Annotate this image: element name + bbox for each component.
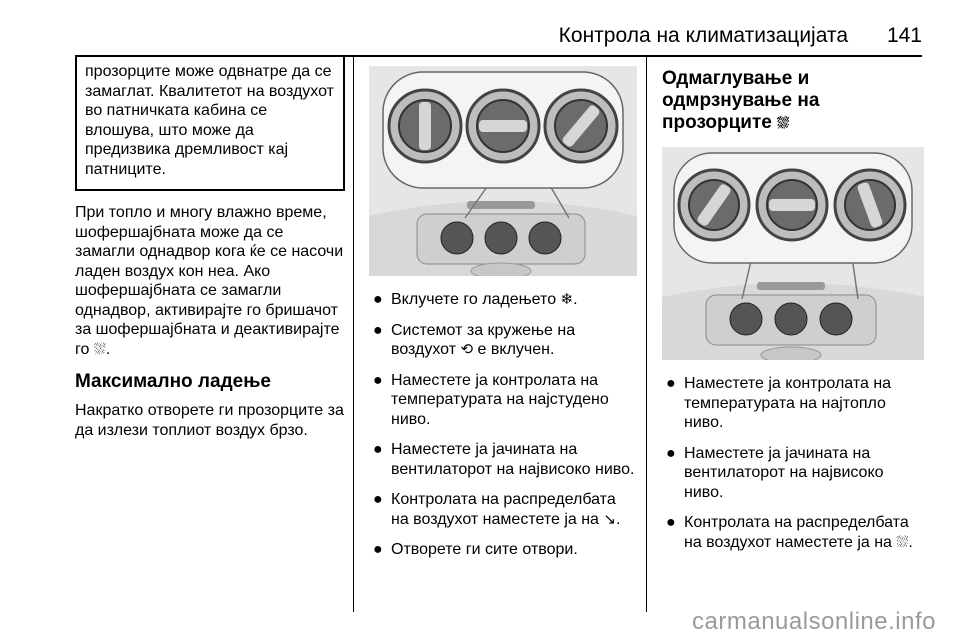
climate-control-panel-figure-defog bbox=[662, 147, 924, 360]
climate-panel-illustration-defog bbox=[662, 147, 924, 360]
page-title: Контрола на климатизацијата bbox=[558, 24, 848, 47]
paragraph-windshield-fog-text: При топло и многу влажно време, шофершајбната може да се замагли однадвор кога ќе се насочи ладен воздух кон неа. Ако шофершајбната се замагли однадвор, активирајте го бришачот за шофершајбната и деактивирајте го bbox=[75, 204, 344, 358]
list-item bbox=[662, 513, 924, 552]
list-item bbox=[369, 540, 637, 560]
list-item-text: Системот за кружење на воздухот bbox=[391, 321, 576, 358]
snowflake-icon: ❄ bbox=[560, 291, 574, 308]
list-item bbox=[369, 440, 637, 479]
watermark-text: carmanualsonline.info bbox=[692, 608, 936, 635]
paragraph-max-cooling: Накратко отворете ги прозорците за да излези топлиот воздух брзо. bbox=[75, 402, 344, 439]
climate-panel-illustration bbox=[369, 66, 637, 276]
column-left bbox=[75, 56, 345, 440]
bullet-icon: ● bbox=[373, 491, 383, 508]
list-item-text: Отворете ги сите отвори. bbox=[391, 541, 578, 558]
list-item bbox=[369, 490, 637, 529]
list-item bbox=[662, 444, 924, 503]
windshield-defrost-icon: ⛆ bbox=[777, 115, 790, 132]
bullet-icon: ● bbox=[666, 444, 676, 462]
list-item-text: Наместете ја јачината на вентилаторот на највисоко ниво. bbox=[684, 444, 884, 501]
bullet-icon: ● bbox=[373, 371, 383, 389]
section-heading-defog-text: Одмаглување и одмрзнување на прозорците bbox=[662, 68, 820, 133]
list-item-end: . bbox=[615, 510, 621, 528]
list-item-end: . bbox=[573, 291, 578, 308]
list-item-text: Вклучете го ладењето bbox=[391, 291, 557, 308]
list-item bbox=[369, 290, 637, 310]
page-header bbox=[0, 0, 960, 56]
bullet-icon: ● bbox=[666, 375, 676, 392]
column-right bbox=[662, 56, 924, 563]
list-item-text: Наместете ја контролата на температурата на најтопло ниво. bbox=[684, 375, 892, 431]
column-divider-2 bbox=[646, 56, 647, 612]
page-number: 141 bbox=[886, 24, 922, 47]
list-item bbox=[369, 321, 637, 360]
defog-steps-list bbox=[662, 374, 924, 552]
list-item-end: е вклучен. bbox=[477, 341, 555, 358]
climate-control-panel-figure bbox=[369, 66, 637, 276]
section-heading-max-cooling: Максимално ладење bbox=[75, 371, 271, 392]
windshield-defrost-icon: ⛆ bbox=[93, 340, 106, 358]
list-item-text: Контролата на распределбата на воздухот наместете ја на bbox=[684, 514, 909, 551]
warning-note-box bbox=[75, 56, 345, 191]
warning-note-text: прозорците може одвнатре да се замаглат. Квалитетот на воздухот во патничката кабина се влошува, што може да предизвика дремливост кај патниците. bbox=[85, 63, 334, 178]
bullet-icon: ● bbox=[373, 291, 383, 308]
section-heading-defog bbox=[662, 68, 924, 135]
bullet-icon: ● bbox=[373, 441, 383, 458]
bullet-icon: ● bbox=[373, 541, 383, 558]
paragraph-end: . bbox=[105, 340, 111, 358]
recirculation-icon: ⟲ bbox=[460, 341, 474, 358]
bullet-icon: ● bbox=[666, 514, 676, 531]
max-cooling-steps-list bbox=[369, 290, 637, 560]
column-middle bbox=[369, 56, 637, 571]
list-item-text: Контролата на распределбата на воздухот наместете ја на bbox=[391, 491, 616, 528]
list-item bbox=[369, 371, 637, 430]
bullet-icon: ● bbox=[373, 321, 383, 339]
list-item-end: . bbox=[908, 533, 913, 551]
column-divider-1 bbox=[353, 56, 354, 612]
vent-face-icon: ↘ bbox=[603, 510, 616, 528]
list-item-text: Наместете ја јачината на вентилаторот на највисоко ниво. bbox=[391, 441, 635, 478]
list-item bbox=[662, 374, 924, 433]
windshield-defrost-icon: ⛆ bbox=[896, 533, 909, 551]
list-item-text: Наместете ја контролата на температурата на најстудено ниво. bbox=[391, 371, 609, 428]
paragraph-windshield-fog bbox=[75, 203, 345, 359]
